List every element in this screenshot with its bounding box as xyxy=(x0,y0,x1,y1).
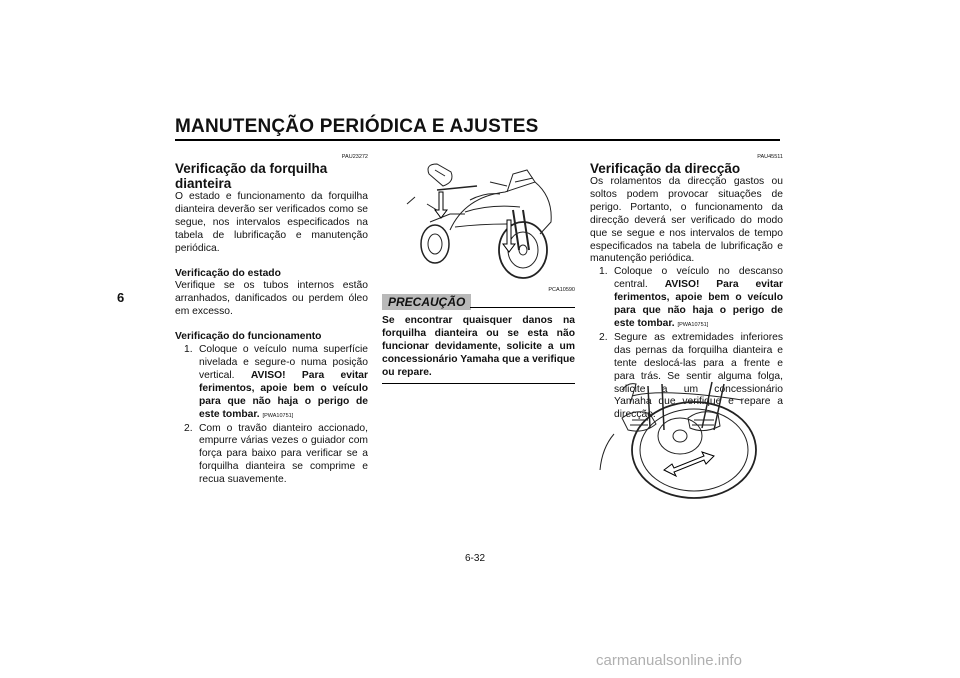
title-rule xyxy=(175,139,780,141)
section-heading-fork: Verificação da forquilha dianteira xyxy=(175,161,328,191)
function-steps xyxy=(175,344,368,487)
step-text: Coloque o veículo no descanso central. xyxy=(614,266,783,291)
caution-bottom-rule xyxy=(382,383,575,384)
function-heading: Verificação do funcionamento xyxy=(175,331,322,343)
step-text: Segure as extremidades inferiores das pernas da forquilha dianteira e tente deslocá-las para a frente e para trás. Se sentir alguma folga, solicite a um concessionário Yamaha que verifique e repare a direcção. xyxy=(614,331,783,421)
state-text: Verifique se os tubos internos estão arranhados, danificados ou perdem óleo em excesso. xyxy=(175,280,368,318)
steering-intro: Os rolamentos da direcção gastos ou soltos podem provocar situações de perigo. Portanto, o funcionamento da direcção deverá ser verificado do modo que se segue e nos intervalos de tempo especificados na tabela de lubrificação e manutenção periódica. xyxy=(590,176,783,265)
warning-text: AVISO! Para evitar ferimentos, apoie bem o veículo para que não haja o perigo de este tombar. xyxy=(614,279,783,329)
section-code: PAU23272 xyxy=(341,154,368,160)
watermark: carmanualsonline.info xyxy=(596,652,742,669)
caution-text: Se encontrar quaisquer danos na forquilha dianteira ou se esta não funcionar devidamente, solicite a um concessionário Yamaha que a verifique ou repare. xyxy=(382,315,575,378)
steering-check-illustration xyxy=(592,378,774,500)
left-column xyxy=(175,153,368,487)
caution-label: PRECAUÇÃO xyxy=(382,294,471,310)
list-item: 1. Coloque o veículo no descanso central. AVISO! Para evitar ferimentos, apoie bem o veículo para que não haja o perigo de este tombar. [PWA10751] xyxy=(599,266,783,329)
illustration-code: PCA10590 xyxy=(548,287,575,293)
motorcycle-front-illustration xyxy=(395,152,575,282)
chapter-tab: 6 xyxy=(117,290,125,305)
section-heading-steering: Verificação da direcção xyxy=(590,161,741,176)
caution-top-rule xyxy=(470,307,575,308)
section-code: PAU45511 xyxy=(757,154,783,160)
step-text: Com o travão dianteiro accionado, empurre várias vezes o guiador com força para baixo para verificar se a forquilha dianteira se comprime e recua suavemente. xyxy=(199,422,368,486)
page-number: 6-32 xyxy=(465,553,486,564)
state-heading: Verificação do estado xyxy=(175,267,281,279)
list-item: 2. Segure as extremidades inferiores das pernas da forquilha dianteira e tente deslocá-las para a frente e para trás. Se sentir alguma folga, solicite a um concessionário Yamaha que verifique e repare a direcção. xyxy=(599,331,783,421)
fork-intro: O estado e funcionamento da forquilha dianteira deverão ser verificados como se segue, nos intervalos especificados na tabela de lubrificação e manutenção periódica. xyxy=(175,191,368,254)
list-item: 1. Coloque o veículo numa superfície nivelada e segure-o numa posição vertical. AVISO! Para evitar ferimentos, apoie bem o veículo para que não haja o perigo de este tombar. [PWA10751] xyxy=(184,344,368,420)
caution-box xyxy=(382,293,575,384)
warning-ref: [PWA10751] xyxy=(677,321,709,328)
warning-ref: [PWA10751] xyxy=(262,412,294,419)
step-text: Coloque o veículo numa superfície nivelada e segure-o numa posição vertical. xyxy=(199,344,368,381)
page-title: MANUTENÇÃO PERIÓDICA E AJUSTES xyxy=(175,116,539,137)
list-item: 2. Com o travão dianteiro accionado, empurre várias vezes o guiador com força para baixo para verificar se a forquilha dianteira se comprime e recua suavemente. xyxy=(184,422,368,486)
warning-text: AVISO! Para evitar ferimentos, apoie bem o veículo para que não haja o perigo de este tombar. xyxy=(199,369,368,420)
